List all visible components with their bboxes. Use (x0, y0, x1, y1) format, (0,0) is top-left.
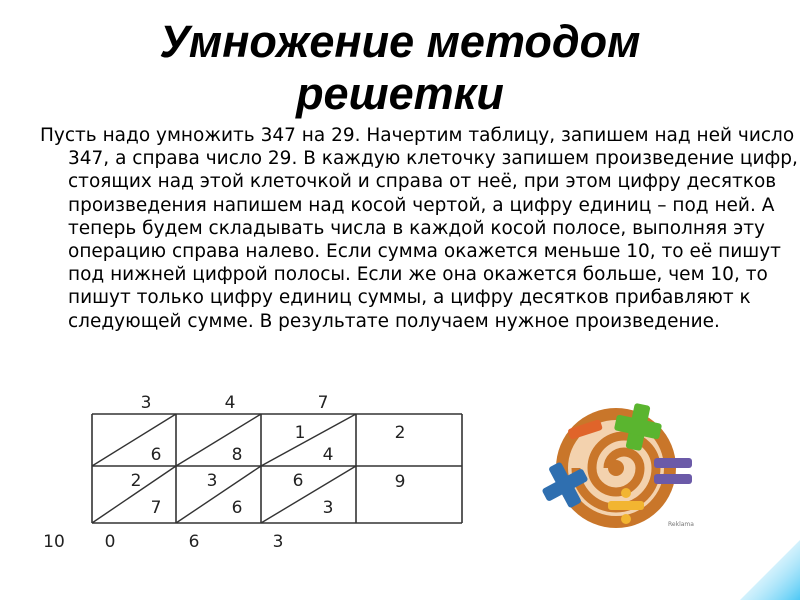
cell-units: 7 (150, 498, 162, 518)
explanation-paragraph: Пусть надо умножить 347 на 29. Начертим таблицу, запишем над ней число 347, а справа число 29. В каждую клеточку запишем произведение цифр, стоящих над этой клеточкой и справа от неё, при этом цифру десятков произведения напишем над косой чертой, а цифру единиц – под ней. А теперь будем складывать числа в каждой косой полосе, выполняя эту операцию справа налево. Если сумма окажется меньше 10, то её пишут под нижней цифрой полосы. Если же она окажется больше, чем 10, то пишут только цифру единиц суммы, а цифру десятков прибавляют к следующей сумме. В результате получаем нужное произведение. (40, 125, 798, 332)
result-digit: 10 (43, 532, 65, 552)
slide-title: Умножение методом решетки (159, 16, 641, 119)
cell-tens: 1 (294, 423, 306, 443)
top-digit: 7 (317, 393, 329, 413)
corner-decoration (740, 540, 800, 600)
cell-units: 6 (231, 498, 243, 518)
watermark: Reklama (668, 521, 694, 528)
result-digit: 6 (188, 532, 200, 552)
math-operations-icon (528, 398, 708, 538)
top-digit: 3 (140, 393, 152, 413)
cell-units: 8 (231, 445, 243, 465)
lattice-grid (92, 414, 462, 523)
lattice-diagonals (92, 414, 356, 523)
cell-tens: 6 (292, 471, 304, 491)
cell-units: 3 (322, 498, 334, 518)
cell-tens: 3 (206, 471, 218, 491)
cell-units: 4 (322, 445, 334, 465)
side-digit: 2 (394, 423, 406, 443)
result-digit: 0 (104, 532, 116, 552)
top-digit: 4 (224, 393, 236, 413)
result-digit: 3 (272, 532, 284, 552)
cell-units: 6 (150, 445, 162, 465)
side-digit: 9 (394, 472, 406, 492)
cell-tens: 2 (130, 471, 142, 491)
lattice-diagram (0, 380, 500, 580)
